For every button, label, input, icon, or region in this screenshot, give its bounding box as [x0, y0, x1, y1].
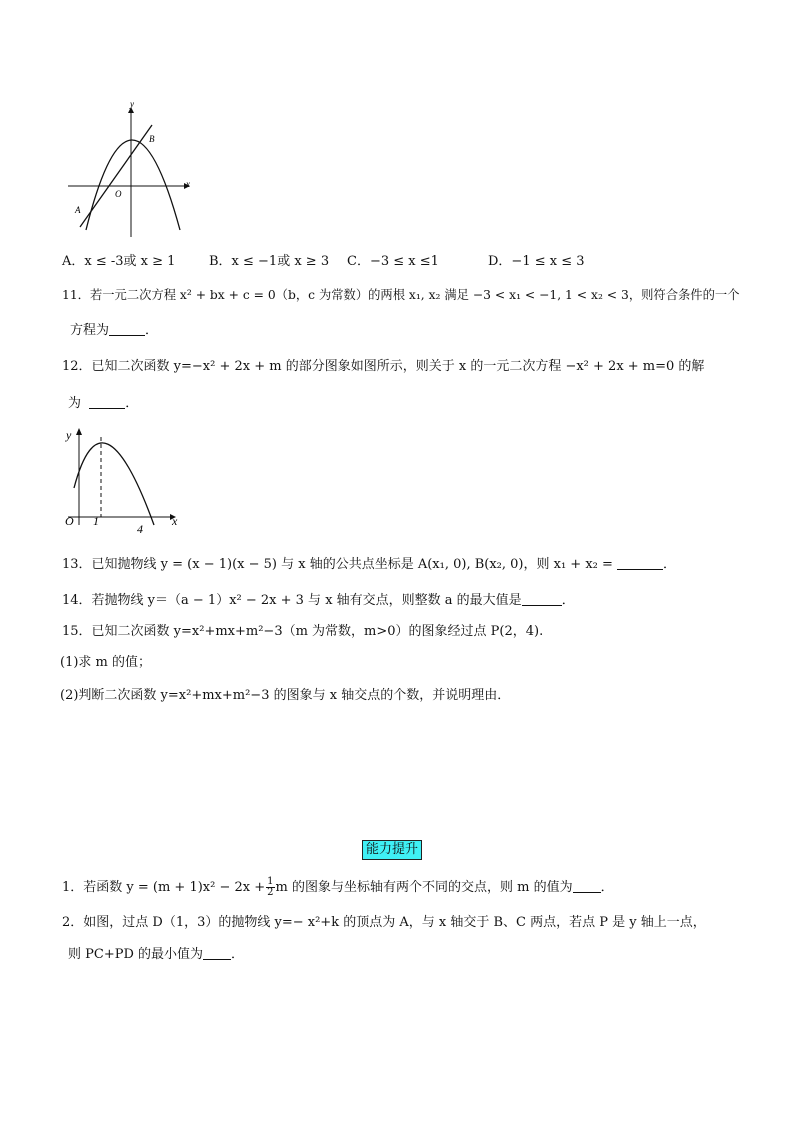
graph2-x-label: x	[172, 514, 178, 528]
q13-period: ．	[663, 557, 677, 572]
p1-post: m 的图象与坐标轴有两个不同的交点，则 m 的值为	[275, 880, 573, 895]
p1-fraction-den: 2	[267, 887, 274, 898]
graph2-y-label: y	[66, 428, 72, 442]
p1-period: ．	[600, 880, 614, 895]
q11-line1: 11．若一元二次方程 x² + bx + c = 0（b，c 为常数）的两根 x₁, x₂ 满足 −3 < x₁ < −1, 1 < x₂ < 3，则符合条件的一个	[62, 288, 740, 302]
p1-fraction-num: 1	[267, 876, 274, 887]
q14-answer-blank[interactable]	[522, 593, 562, 606]
graph2-tick-1: 1	[93, 514, 99, 528]
p1-line	[62, 877, 614, 898]
p2-line2: 则 PC+PD 的最小值为	[68, 947, 204, 962]
graph1-x-label: x	[186, 179, 190, 189]
option-b: B．x ≤ −1或 x ≥ 3	[209, 254, 330, 269]
q11-line2-wrap	[70, 322, 158, 340]
q13-answer-blank[interactable]	[617, 557, 663, 570]
graph2-tick-4: 4	[137, 522, 143, 535]
q15-line2: (1)求 m 的值；	[60, 655, 152, 670]
p2-answer-blank[interactable]	[203, 947, 231, 960]
graph1-y-label: y	[130, 99, 134, 109]
q12-line2-wrap	[68, 395, 138, 413]
q14-line	[62, 592, 575, 610]
q13-line	[62, 556, 676, 574]
p2-line2-wrap	[68, 946, 244, 964]
parabola-line-graph	[60, 95, 200, 245]
q14-period: ．	[561, 593, 575, 608]
option-a: A．x ≤ -3或 x ≥ 1	[62, 254, 176, 269]
q12-line2: 为	[68, 396, 82, 411]
q12-answer-blank[interactable]	[89, 396, 125, 409]
q11-period: ．	[145, 323, 159, 338]
p1-answer-blank[interactable]	[573, 880, 601, 893]
graph1-point-a: A	[75, 205, 81, 215]
parabola-partial-graph	[60, 425, 190, 535]
p1-fraction	[266, 877, 274, 898]
q12-line1: 12．已知二次函数 y=−x² + 2x + m 的部分图象如图所示，则关于 x 的一元二次方程 −x² + 2x + m=0 的解	[62, 359, 705, 374]
q11-answer-blank[interactable]	[109, 323, 145, 336]
q12-period: ．	[125, 396, 139, 411]
q15-line1: 15．已知二次函数 y=x²+mx+m²−3（m 为常数，m>0）的图象经过点 P(2，4).	[62, 624, 544, 639]
q11-line2: 方程为	[70, 323, 110, 338]
p2-period: ．	[231, 947, 245, 962]
p1-pre: 1．若函数 y = (m + 1)x² − 2x +	[62, 880, 266, 895]
graph1-point-b: B	[149, 134, 155, 144]
option-d: D．−1 ≤ x ≤ 3	[488, 254, 585, 269]
section-title-badge: 能力提升	[362, 840, 422, 860]
q15-line3: (2)判断二次函数 y=x²+mx+m²−3 的图象与 x 轴交点的个数，并说明理由．	[60, 688, 511, 703]
graph2-origin: O	[65, 514, 74, 528]
p2-line1: 2．如图，过点 D（1，3）的抛物线 y=− x²+k 的顶点为 A，与 x 轴交于 B、C 两点，若点 P 是 y 轴上一点，	[62, 915, 706, 930]
q13-text: 13．已知抛物线 y = (x − 1)(x − 5) 与 x 轴的公共点坐标是 A(x₁, 0), B(x₂, 0)，则 x₁ + x₂ =	[62, 557, 613, 572]
q14-text: 14．若抛物线 y＝（a − 1）x² − 2x + 3 与 x 轴有交点，则整数 a 的最大值是	[62, 593, 522, 608]
option-c: C．−3 ≤ x ≤1	[347, 254, 439, 269]
graph1-origin: O	[115, 189, 122, 199]
